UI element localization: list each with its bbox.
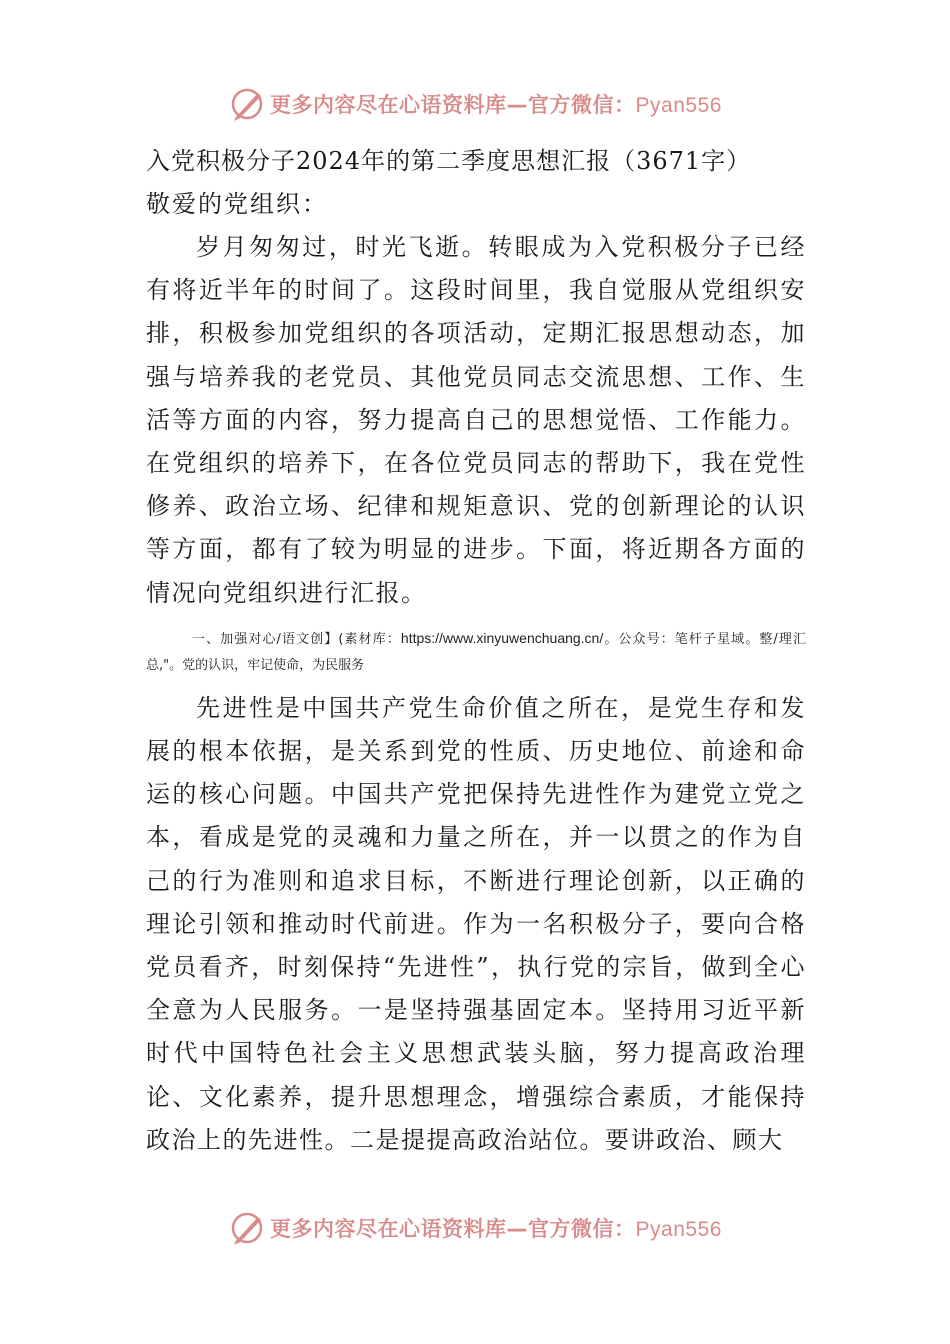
pen-logo-icon xyxy=(228,1209,266,1247)
banner-label: 更多内容尽在心语资料库—官方微信： xyxy=(270,93,636,117)
source-url-link[interactable]: https://www.xinyuwenchuang.cn/ xyxy=(400,629,604,646)
salutation: 敬爱的党组织： xyxy=(146,190,328,218)
source-note xyxy=(146,625,806,679)
document-title: 入党积极分子2024年的第二季度思想汇报（3671字） xyxy=(146,147,752,175)
banner-text xyxy=(270,89,722,119)
banner-wechat-id: Pyan556 xyxy=(635,1218,722,1241)
banner-wechat-id: Pyan556 xyxy=(635,94,722,117)
pen-logo-icon xyxy=(228,85,266,123)
footer-watermark-banner xyxy=(0,1206,950,1250)
paragraph-section-one: 先进性是中国共产党生命价值之所在，是党生存和发展的根本依据，是关系到党的性质、历史地位、前途和命运的核心问题。中国共产党把保持先进性作为建党立党之本，看成是党的灵魂和力量之所在，并一以贯之的作为自己的行为准则和追求目标，不断进行理论创新，以正确的理论引领和推动时代前进。作为一名积极分子，要向合格党员看齐，时刻保持“先进性”，执行党的宗旨，做到全心全意为人民服务。一是坚持强基固定本。坚持用习近平新时代中国特色社会主义思想武装头脑，努力提高政治理论、文化素养，提升思想理念，增强综合素质，才能保持政治上的先进性。二是提提高政治站位。要讲政治、顾大 xyxy=(146,693,806,1154)
banner-label: 更多内容尽在心语资料库—官方微信： xyxy=(270,1217,636,1241)
header-watermark-banner xyxy=(0,82,950,126)
paragraph-intro: 岁月匆匆过，时光飞逝。转眼成为入党积极分子已经有将近半年的时间了。这段时间里，我自觉服从党组织安排，积极参加党组织的各项活动，定期汇报思想动态，加强与培养我的老党员、其他党员同志交流思想、工作、生活等方面的内容，努力提高自己的思想觉悟、工作能力。在党组织的培养下，在各位党员同志的帮助下，我在党性修养、政治立场、纪律和规矩意识、党的创新理论的认识等方面，都有了较为明显的进步。下面，将近期各方面的情况向党组织进行汇报。 xyxy=(146,233,806,607)
note-text-after: 。公众号：笔杆子星域。整/理汇总,"。党的认识，牢记使命，为民服务 xyxy=(146,631,806,673)
document-body xyxy=(146,140,806,1162)
banner-text xyxy=(270,1213,722,1243)
note-text-before: 一、加强对心/语文创】(素材库： xyxy=(192,631,401,647)
